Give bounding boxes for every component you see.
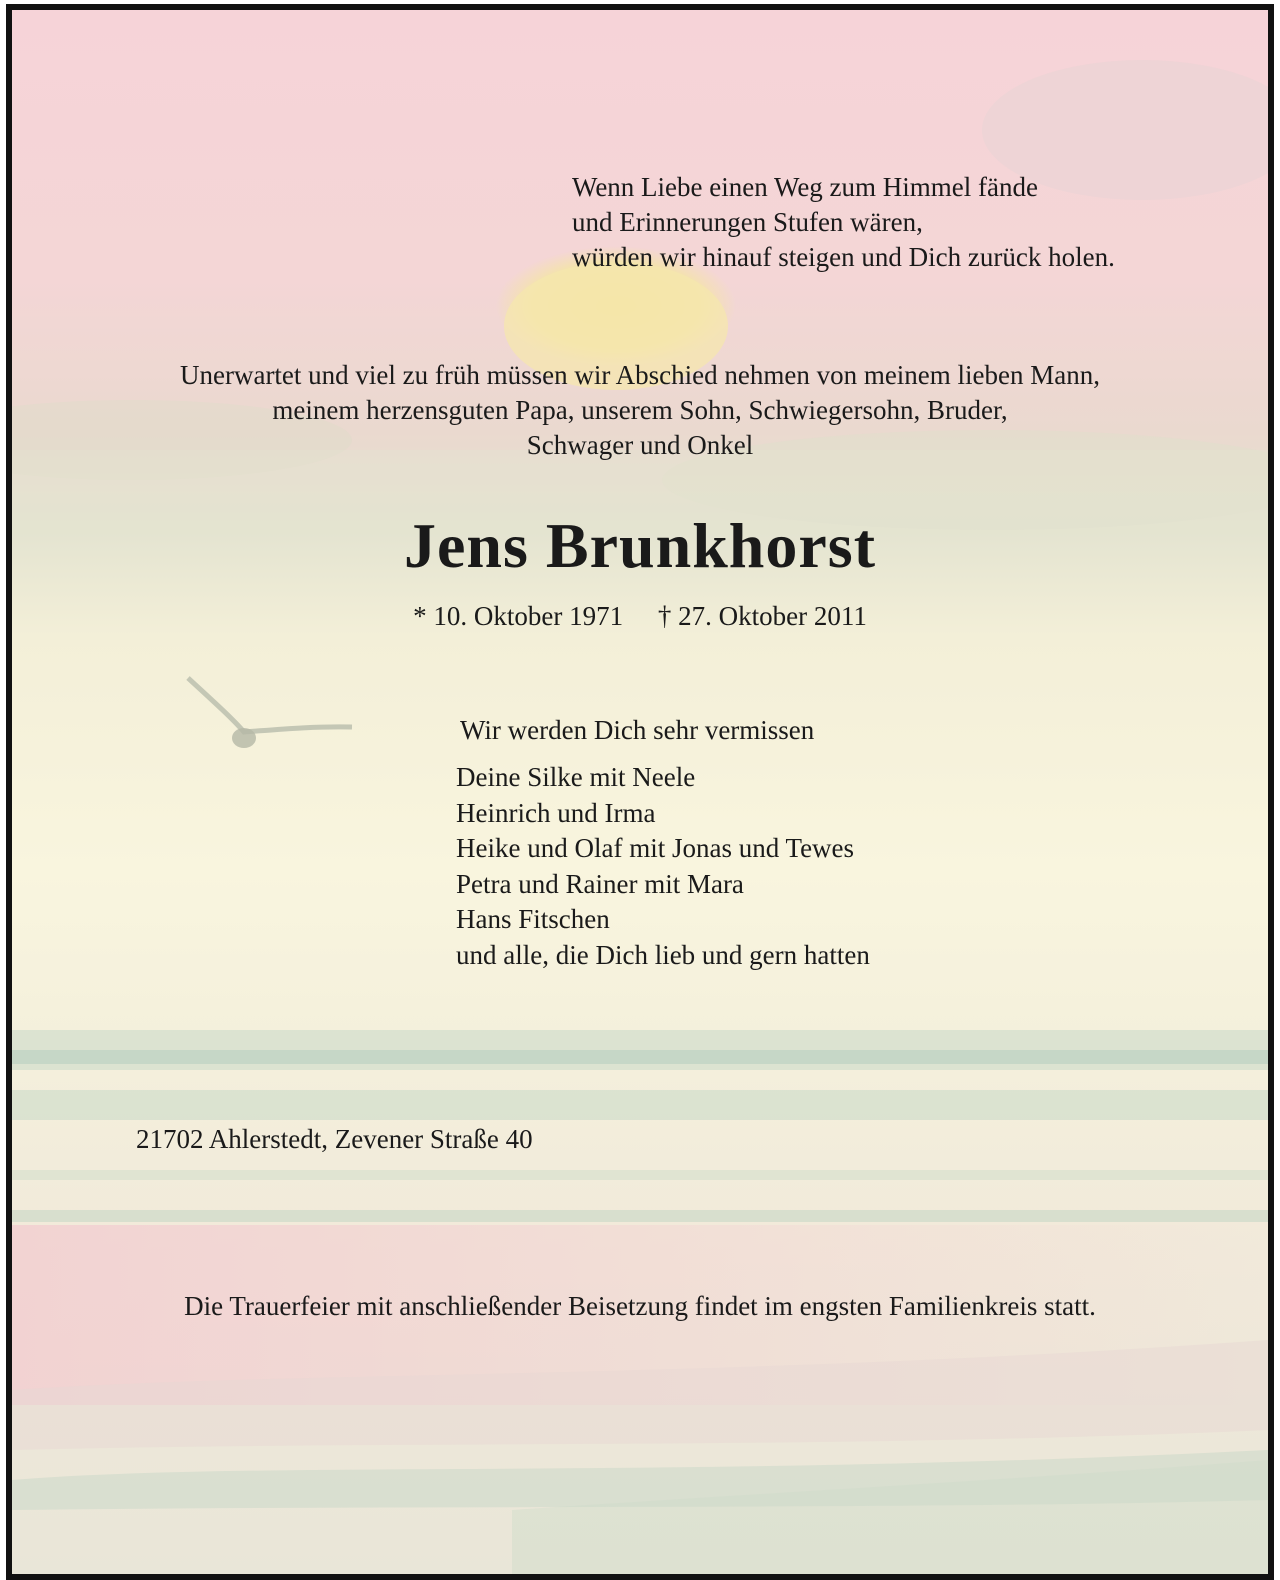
obituary-notice bbox=[6, 4, 1274, 1580]
mourner-entry: Deine Silke mit Neele bbox=[456, 762, 696, 792]
mourner-entry: Heike und Olaf mit Jonas und Tewes bbox=[456, 833, 855, 863]
notice-text bbox=[12, 10, 1268, 1574]
motto-line: und Erinnerungen Stufen wären, bbox=[572, 207, 923, 237]
family-address: 21702 Ahlerstedt, Zevener Straße 40 bbox=[136, 1124, 533, 1154]
mourners-list bbox=[456, 760, 870, 973]
birth-date: * 10. Oktober 1971 bbox=[413, 601, 624, 631]
deceased-name: Jens Brunkhorst bbox=[404, 510, 876, 581]
announcement-line: Unerwartet und viel zu früh müssen wir Abschied nehmen von meinem lieben Mann, bbox=[179, 360, 1101, 390]
announcement-line: Schwager und Onkel bbox=[526, 430, 754, 460]
motto-verse bbox=[572, 170, 1115, 275]
announcement-line: meinem herzensguten Papa, unserem Sohn, Schwiegersohn, Bruder, bbox=[272, 395, 1008, 425]
mourner-entry: Hans Fitschen bbox=[456, 904, 610, 934]
ceremony-note: Die Trauerfeier mit anschließender Beisetzung findet im engsten Familienkreis statt. bbox=[184, 1291, 1096, 1321]
mourner-entry: Petra und Rainer mit Mara bbox=[456, 868, 744, 899]
mourners-heading: Wir werden Dich sehr vermissen bbox=[460, 715, 815, 745]
motto-line: würden wir hinauf steigen und Dich zurück holen. bbox=[572, 242, 1115, 272]
mourner-entry: und alle, die Dich lieb und gern hatten bbox=[456, 939, 870, 970]
life-dates bbox=[12, 599, 1268, 634]
mourner-entry: Heinrich und Irma bbox=[456, 797, 656, 828]
announcement-text bbox=[12, 358, 1268, 463]
motto-line: Wenn Liebe einen Weg zum Himmel fände bbox=[572, 172, 1038, 202]
death-date: † 27. Oktober 2011 bbox=[657, 601, 867, 631]
